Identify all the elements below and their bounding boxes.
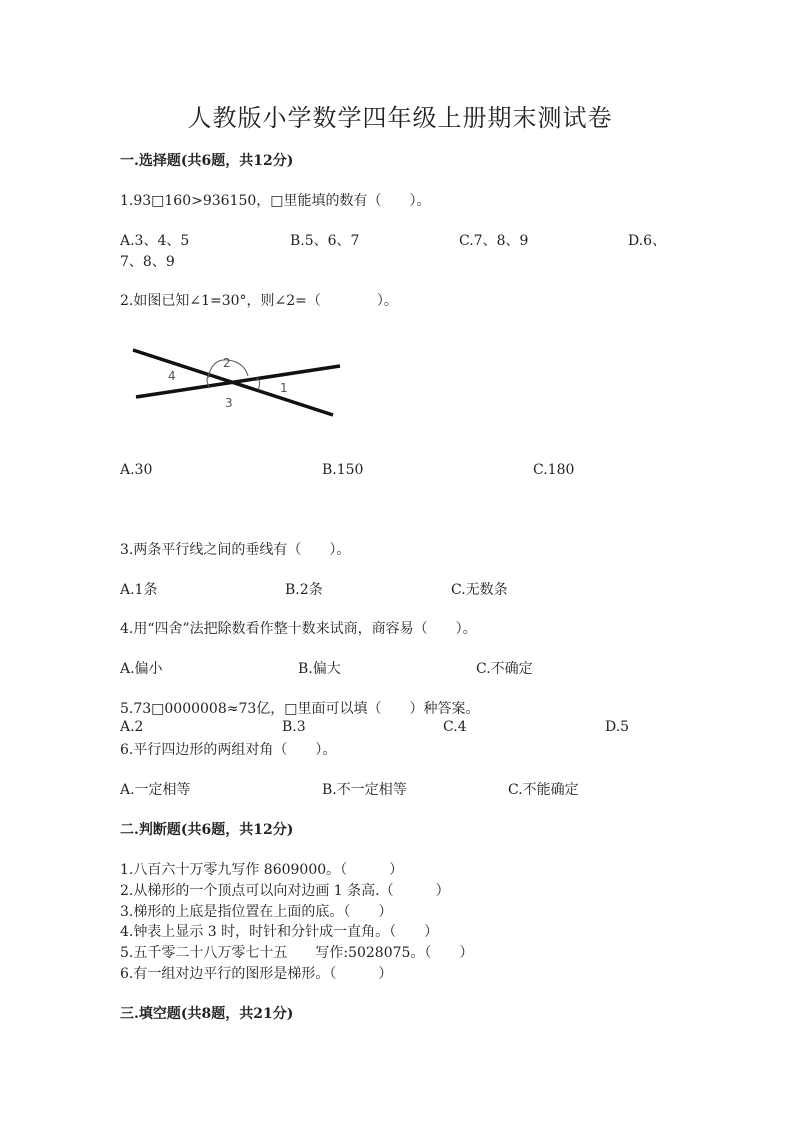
angle-label-1: 1	[280, 381, 288, 395]
judgment-item-3: 3.梯形的上底是指位置在上面的底。（ ）	[120, 904, 393, 920]
section-heading-fill-blank: 三.填空题(共8题，共21分)	[120, 1006, 294, 1022]
question-4: 4.用“四舍”法把除数看作整十数来试商，商容易（ ）。	[120, 621, 477, 637]
question-2: 2.如图已知∠1=30°，则∠2=（ ）。	[120, 293, 398, 309]
q2-option-c: C.180	[533, 462, 575, 478]
judgment-item-5: 5.五千零二十八万零七十五 写作:5028075。（ ）	[120, 945, 474, 961]
q3-option-a: A.1条	[120, 582, 158, 598]
question-5: 5.73□0000008≈73亿，□里面可以填（ ）种答案。	[120, 701, 480, 717]
section-heading-judgment: 二.判断题(共6题，共12分)	[120, 822, 294, 838]
question-6: 6.平行四边形的两组对角（ ）。	[120, 742, 337, 758]
q2-option-b: B.150	[322, 462, 364, 478]
q6-option-c: C.不能确定	[508, 782, 579, 798]
q5-option-b: B.3	[282, 719, 306, 735]
judgment-item-2: 2.从梯形的一个顶点可以向对边画 1 条高.（ ）	[120, 883, 450, 899]
q4-option-c: C.不确定	[476, 661, 533, 677]
angle-label-2: 2	[223, 356, 231, 370]
q4-option-b: B.偏大	[298, 661, 341, 677]
judgment-item-4: 4.钟表上显示 3 时，时针和分针成一直角。（ ）	[120, 924, 439, 940]
q1-option-a: A.3、4、5	[120, 233, 190, 249]
q1-option-c: C.7、8、9	[459, 233, 529, 249]
question-1: 1.93□160>936150，□里能填的数有（ ）。	[120, 193, 431, 209]
q6-option-b: B.不一定相等	[322, 782, 407, 798]
angle-label-3: 3	[225, 396, 233, 410]
q2-option-a: A.30	[120, 462, 153, 478]
q5-option-a: A.2	[120, 719, 144, 735]
judgment-item-6: 6.有一组对边平行的图形是梯形。（ ）	[120, 966, 393, 982]
q3-option-c: C.无数条	[451, 582, 508, 598]
q3-option-b: B.2条	[285, 582, 323, 598]
page-title: 人教版小学数学四年级上册期末测试卷	[187, 104, 613, 132]
section-heading-choice: 一.选择题(共6题，共12分)	[120, 153, 294, 169]
q5-option-c: C.4	[443, 719, 467, 735]
intersecting-line-b	[136, 366, 340, 397]
q1-option-b: B.5、6、7	[290, 233, 360, 249]
q6-option-a: A.一定相等	[120, 782, 191, 798]
q1-option-d: D.6、	[628, 233, 667, 249]
q1-option-d-continued: 7、8、9	[120, 254, 175, 270]
q4-option-a: A.偏小	[120, 661, 163, 677]
question-3: 3.两条平行线之间的垂线有（ ）。	[120, 542, 351, 558]
angle-figure	[128, 340, 348, 422]
judgment-item-1: 1.八百六十万零九写作 8609000。（ ）	[120, 862, 404, 878]
angle-label-4: 4	[168, 369, 176, 383]
q5-option-d: D.5	[605, 719, 630, 735]
